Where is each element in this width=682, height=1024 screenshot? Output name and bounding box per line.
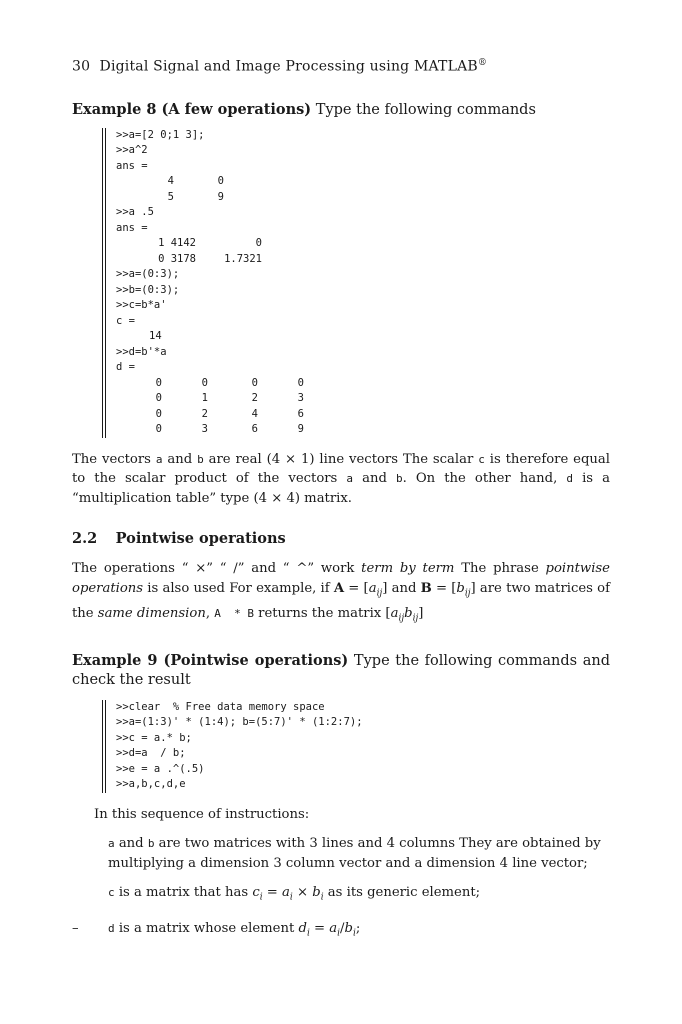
code-line: >>c=b*a' bbox=[116, 299, 167, 312]
text: returns the matrix [ bbox=[253, 605, 391, 621]
page bbox=[72, 58, 610, 944]
math: b bbox=[456, 580, 465, 596]
text: The vectors bbox=[72, 451, 156, 467]
matrix-cell: 0 bbox=[155, 407, 162, 420]
matrix-cell: 0 bbox=[255, 237, 262, 250]
matrix-output-3 bbox=[116, 376, 610, 438]
math: a bbox=[368, 580, 377, 596]
text: is a matrix that has bbox=[114, 885, 253, 901]
matrix-cell: 9 bbox=[217, 190, 224, 203]
code-line: >>e = a .^(.5) bbox=[116, 762, 205, 775]
code-inline: a bbox=[108, 837, 115, 851]
text: and bbox=[353, 471, 396, 487]
code-line: >>a^2 bbox=[116, 144, 148, 157]
matrix-cell: 2 bbox=[201, 407, 208, 420]
matrix-output-1 bbox=[116, 174, 610, 205]
registered-mark: ® bbox=[477, 58, 488, 68]
code-line: c = bbox=[116, 314, 135, 327]
emphasis: same dimension bbox=[97, 605, 206, 621]
matrix-cell: 0 bbox=[297, 376, 304, 389]
text: ] and bbox=[382, 580, 421, 596]
code-inline: c bbox=[108, 886, 115, 900]
code-line: >>d=b'*a bbox=[116, 345, 167, 358]
code-inline: A * B bbox=[214, 606, 254, 620]
matrix-cell: 4 bbox=[167, 175, 174, 188]
bullet-list bbox=[72, 834, 610, 943]
code-line: >>b=(0:3); bbox=[116, 283, 180, 296]
text: is a “multiplication table” type (4 × 4) matrix. bbox=[72, 471, 610, 506]
matrix-cell: 0 3178 bbox=[158, 252, 196, 265]
running-head bbox=[72, 58, 610, 75]
page-number: 30 bbox=[72, 58, 91, 75]
text: ] bbox=[418, 605, 424, 621]
code-inline: d bbox=[108, 921, 115, 935]
code-inline: b bbox=[395, 472, 403, 486]
text: as its generic element; bbox=[323, 885, 481, 901]
section-title: Pointwise operations bbox=[115, 530, 286, 548]
matrix-output-2 bbox=[116, 236, 610, 267]
code-line: >>a=(1:3)' * (1:4); b=(5:7)' * (1:2:7); bbox=[116, 716, 363, 729]
matrix-cell: 2 bbox=[251, 392, 258, 405]
code-line: >>a=[2 0;1 3]; bbox=[116, 128, 205, 141]
section-heading bbox=[72, 530, 610, 547]
emphasis: pointwise operations bbox=[72, 561, 610, 596]
example-8-code bbox=[102, 128, 610, 438]
code-line: 14 bbox=[149, 330, 162, 343]
code-inline: d bbox=[566, 472, 573, 486]
text: . On the other hand, bbox=[402, 471, 567, 487]
text: and bbox=[162, 451, 198, 467]
example-8-text: Type the following commands bbox=[315, 101, 536, 118]
matrix-cell: 1.7321 bbox=[224, 252, 262, 265]
paragraph-vectors bbox=[72, 450, 610, 509]
text: is also used For example, if bbox=[143, 580, 334, 596]
list-item: c is a matrix that has $c_i = a_i \times b_i$ as its generic element; bbox=[108, 885, 481, 904]
text: The phrase bbox=[454, 561, 546, 577]
code-line: >>a .5 bbox=[116, 206, 154, 219]
matrix-cell: 3 bbox=[297, 392, 304, 405]
matrix-cell: 0 bbox=[251, 376, 258, 389]
matrix-cell: 6 bbox=[251, 423, 258, 436]
text: are two matrices with 3 lines and 4 columns They are obtained by multiplying a dimension 3 column vector and a dimension 4 line vector; bbox=[108, 836, 601, 871]
text: = [ bbox=[431, 580, 457, 596]
paragraph-sequence: In this sequence of instructions: bbox=[94, 806, 310, 822]
code-inline: a bbox=[155, 452, 163, 466]
code-inline: c bbox=[478, 452, 485, 466]
code-line: >>c = a.* b; bbox=[116, 731, 192, 744]
section-number: 2.2 bbox=[72, 530, 98, 548]
example-8-label: Example 8 (A few operations) bbox=[72, 100, 312, 118]
matrix-symbol: B bbox=[420, 580, 432, 596]
code-inline: b bbox=[147, 837, 155, 851]
text: , bbox=[205, 605, 215, 621]
code-line: d = bbox=[116, 361, 135, 374]
code-line: >>d=a / b; bbox=[116, 747, 186, 760]
code-line: ans = bbox=[116, 159, 148, 172]
matrix-cell: 0 bbox=[217, 175, 224, 188]
matrix-cell: 4 bbox=[251, 407, 258, 420]
matrix-cell: 5 bbox=[167, 190, 174, 203]
matrix-cell: 1 bbox=[201, 392, 208, 405]
list-dash: – bbox=[72, 920, 79, 936]
code-line: ans = bbox=[116, 221, 148, 234]
code-line: >>clear % Free data memory space bbox=[116, 700, 325, 713]
example-9-heading bbox=[72, 651, 610, 690]
paragraph-pointwise: The operations “ ×” “ /” and “ ^” work term by term The phrase pointwise operations is also used For example, if $A = [a_{ij}]$ and $B = [b_{ij}]$ are two matrices of the same dimension, A * B returns the matrix $[a_{ij}b_{ij}]$ bbox=[72, 561, 610, 624]
text: ] are two matrices of the bbox=[72, 580, 610, 621]
book-title: Digital Signal and Image Processing using MATLAB bbox=[99, 58, 478, 75]
list-item: – d is a matrix whose element $d_i = a_i/b_i$; bbox=[72, 920, 361, 939]
matrix-cell: 0 bbox=[155, 376, 162, 389]
math: a bbox=[390, 605, 399, 621]
text: and bbox=[114, 836, 148, 852]
example-9-text: Type the following commands and check the result bbox=[72, 652, 610, 688]
code-line: >>a,b,c,d,e bbox=[116, 778, 186, 791]
example-9-label: Example 9 (Pointwise operations) bbox=[72, 651, 349, 669]
matrix-symbol: A bbox=[333, 580, 345, 596]
list-item bbox=[92, 834, 610, 873]
matrix-cell: 9 bbox=[297, 423, 304, 436]
code-line: >>a=(0:3); bbox=[116, 268, 180, 281]
text: is therefore equal to the scalar product of the vectors bbox=[72, 451, 610, 487]
example-8-heading bbox=[72, 101, 610, 118]
matrix-cell: 0 bbox=[155, 423, 162, 436]
text: = [ bbox=[344, 580, 369, 596]
matrix-cell: 0 bbox=[155, 392, 162, 405]
matrix-cell: 0 bbox=[201, 376, 208, 389]
text: is a matrix whose element bbox=[114, 920, 299, 936]
matrix-cell: 6 bbox=[297, 407, 304, 420]
matrix-cell: 1 4142 bbox=[158, 237, 196, 250]
emphasis: term by term bbox=[361, 561, 455, 577]
text: The operations “ ×” “ /” and “ ^” work bbox=[72, 561, 362, 577]
code-inline: b bbox=[197, 452, 204, 466]
example-9-code bbox=[102, 700, 610, 793]
code-inline: a bbox=[346, 472, 354, 486]
matrix-cell: 3 bbox=[201, 423, 208, 436]
text: are real (4 × 1) line vectors The scalar bbox=[203, 451, 479, 467]
